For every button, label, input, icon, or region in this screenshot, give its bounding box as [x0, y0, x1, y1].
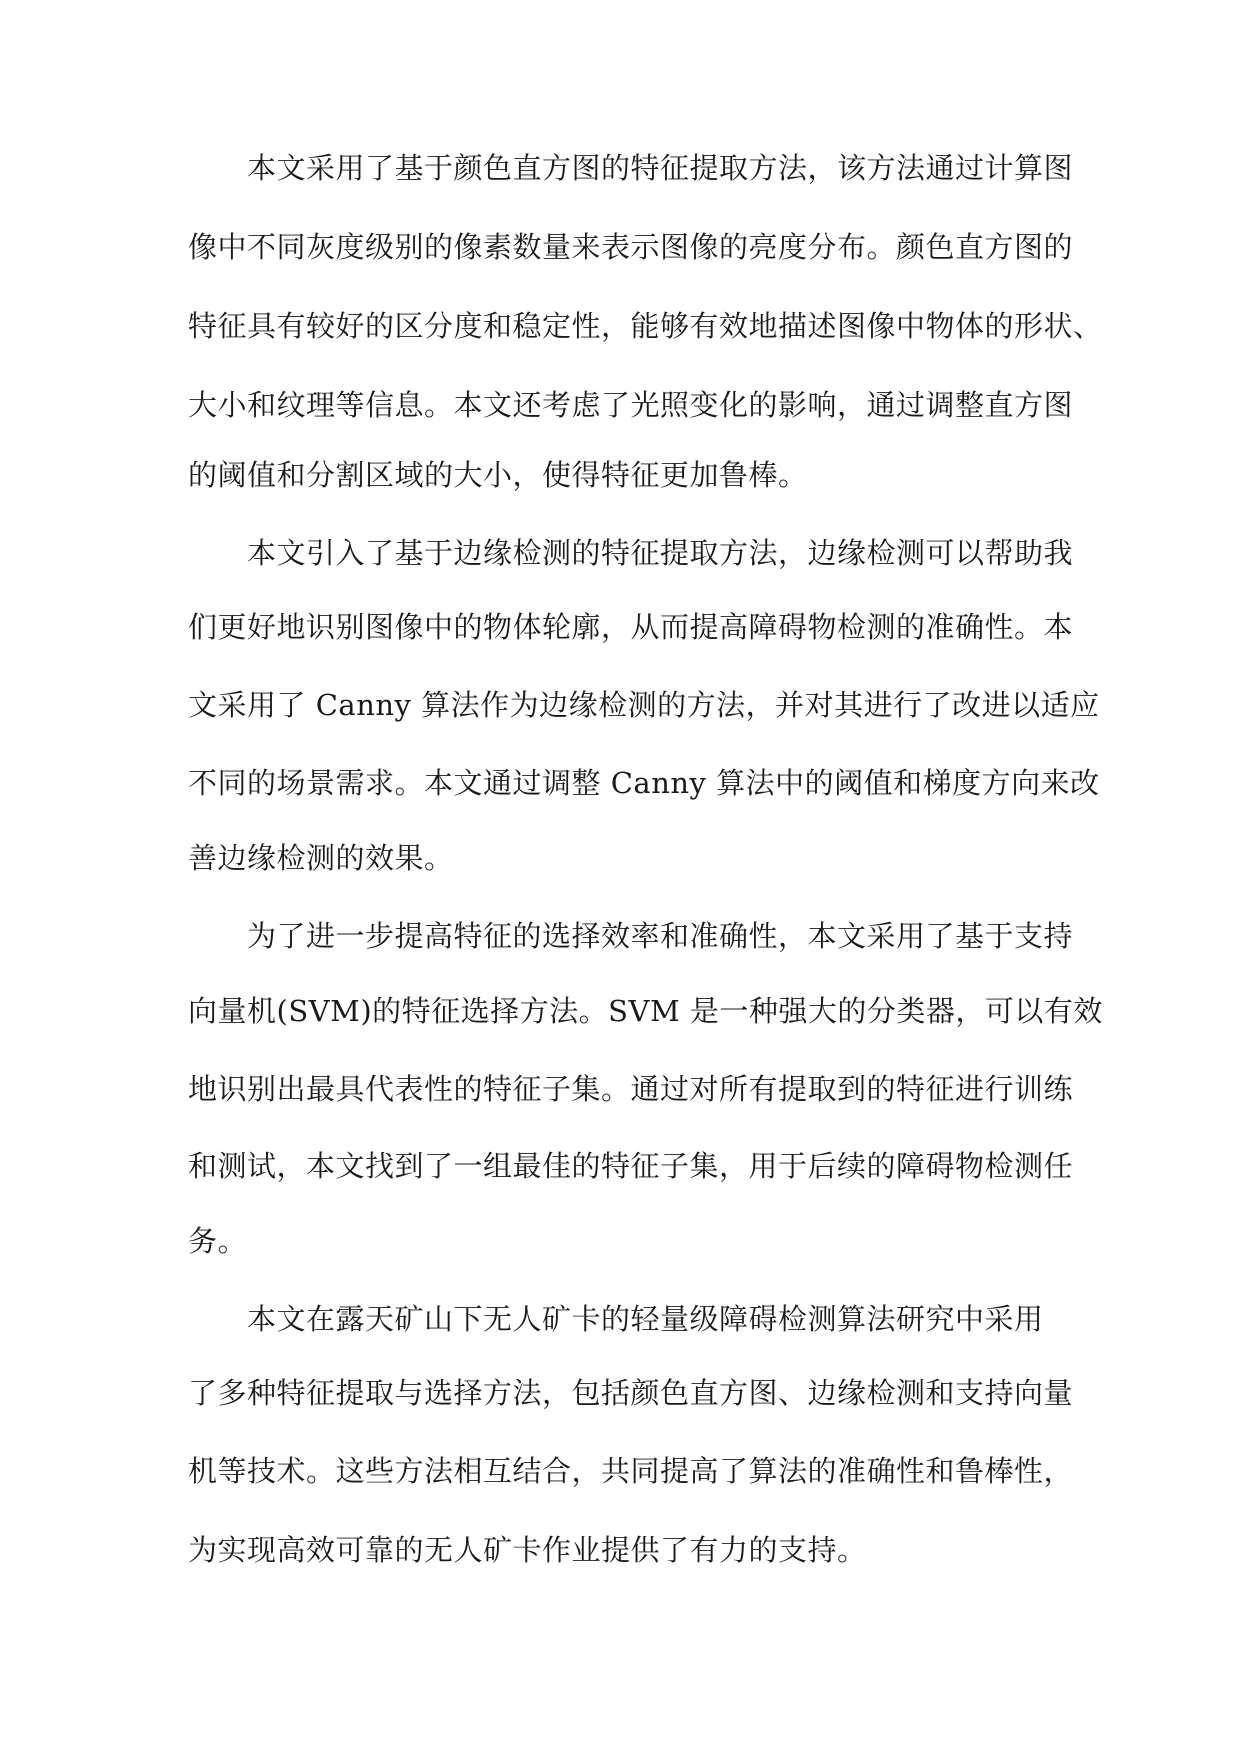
paragraph-4-line-1: 本文在露天矿山下无人矿卡的轻量级障碍检测算法研究中采用: [247, 1302, 1044, 1336]
paragraph-2-line-2: 们更好地识别图像中的物体轮廓，从而提高障碍物检测的准确性。本: [188, 610, 1074, 644]
paragraph-4-line-3: 机等技术。这些方法相互结合，共同提高了算法的准确性和鲁棒性，: [188, 1454, 1074, 1488]
paragraph-1-line-3: 特征具有较好的区分度和稳定性，能够有效地描述图像中物体的形状、: [188, 309, 1103, 343]
paragraph-3-line-2: 向量机(SVM)的特征选择方法。SVM 是一种强大的分类器，可以有效: [188, 994, 1103, 1028]
paragraph-2-line-3: 文采用了 Canny 算法作为边缘检测的方法，并对其进行了改进以适应: [188, 688, 1100, 722]
paragraph-1-line-4: 大小和纹理等信息。本文还考虑了光照变化的影响，通过调整直方图: [188, 388, 1074, 422]
paragraph-4-line-2: 了多种特征提取与选择方法，包括颜色直方图、边缘检测和支持向量: [188, 1376, 1074, 1410]
paragraph-1-line-2: 像中不同灰度级别的像素数量来表示图像的亮度分布。颜色直方图的: [188, 230, 1074, 264]
paragraph-4-line-4: 为实现高效可靠的无人矿卡作业提供了有力的支持。: [188, 1533, 867, 1567]
paragraph-2-line-5: 善边缘检测的效果。: [188, 841, 454, 875]
paragraph-3-line-4: 和测试，本文找到了一组最佳的特征子集，用于后续的障碍物检测任: [188, 1149, 1074, 1183]
paragraph-3-line-1: 为了进一步提高特征的选择效率和准确性，本文采用了基于支持: [247, 919, 1074, 953]
paragraph-1-line-1: 本文采用了基于颜色直方图的特征提取方法，该方法通过计算图: [247, 151, 1074, 185]
paragraph-2-line-4: 不同的场景需求。本文通过调整 Canny 算法中的阈值和梯度方向来改: [188, 766, 1100, 800]
paragraph-2-line-1: 本文引入了基于边缘检测的特征提取方法，边缘检测可以帮助我: [247, 536, 1074, 570]
paragraph-3-line-3: 地识别出最具代表性的特征子集。通过对所有提取到的特征进行训练: [188, 1072, 1074, 1106]
paragraph-1-line-5: 的阈值和分割区域的大小，使得特征更加鲁棒。: [188, 458, 808, 492]
paragraph-3-line-5: 务。: [188, 1224, 248, 1258]
